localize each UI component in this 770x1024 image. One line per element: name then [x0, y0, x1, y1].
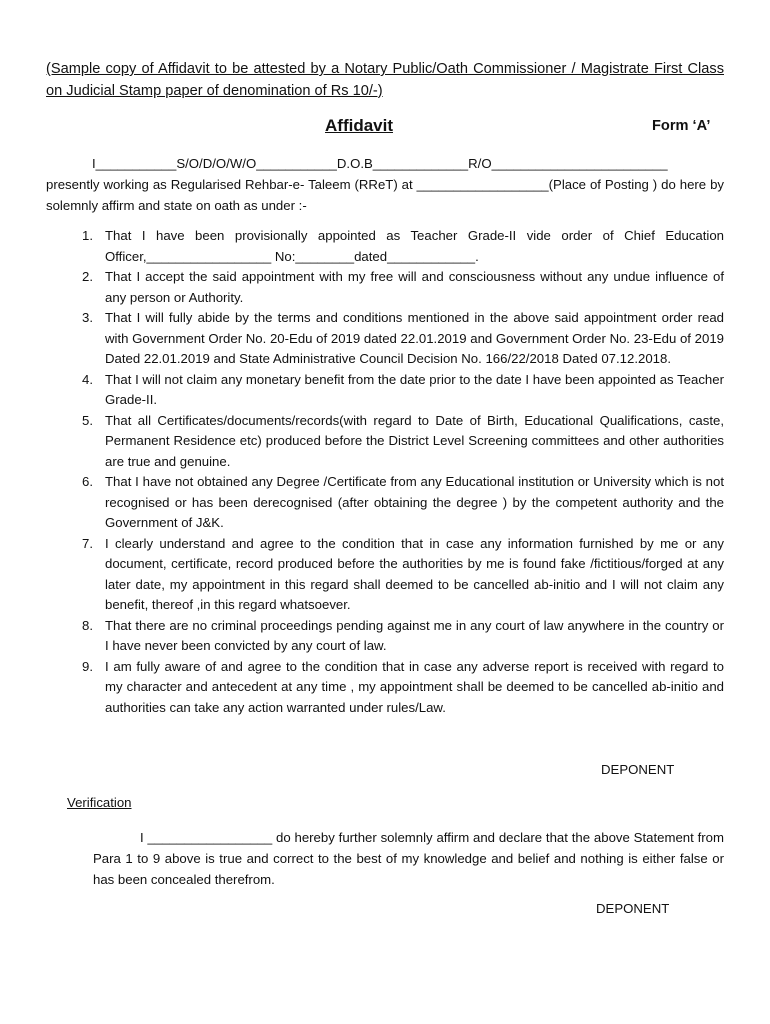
list-item: [46, 657, 724, 719]
point-text: That I accept the said appointment with my free will and consciousness without any undue influence of any person or Authority.: [105, 269, 724, 305]
point-number: 6.: [82, 474, 93, 489]
point-number: 7.: [82, 535, 93, 551]
affidavit-title: Affidavit: [325, 116, 393, 135]
point-text: That I have been provisionally appointed as Teacher Grade-II vide order of Chief Education Officer,_________________ No:________dated____________.: [105, 228, 724, 264]
point-text: That there are no criminal proceedings pending against me in any court of law anywhere in the country or I have never been convicted by any court of law.: [105, 617, 724, 653]
point-number: 1.: [82, 228, 93, 243]
point-number: 8.: [82, 617, 93, 633]
list-item: [46, 616, 724, 657]
list-item: [46, 411, 724, 473]
list-item: [46, 226, 724, 267]
point-text: That I have not obtained any Degree /Certificate from any Educational institution or University which is not recognised or has been derecognised (after obtaining the degree ) by the competent authority and the Government of J&K.: [105, 474, 724, 530]
list-item: [46, 534, 724, 616]
point-text: That I will fully abide by the terms and conditions mentioned in the above said appointment order read with Government Order No. 20-Edu of 2019 dated 22.01.2019 and Government Order No. 23-Edu of 2019 Dated 22.01.2019 and State Administrative Council Decision No. 166/22/2018 Dated 07.12.2018.: [105, 310, 724, 366]
verification-heading: Verification: [67, 795, 132, 810]
intro-line-1: [46, 153, 724, 174]
intro-paragraph: [46, 153, 724, 216]
intro-line-2: presently working as Regularised Rehbar-e- Taleem (RReT) at __________________(Place of Posting ) do here by solemnly affirm and state on oath as under :-: [46, 177, 724, 213]
verification-paragraph: [93, 827, 724, 890]
point-number: 4.: [82, 371, 93, 387]
affidavit-points-list: [46, 226, 724, 718]
form-label: Form ‘A’: [652, 118, 711, 134]
sample-copy-header: (Sample copy of Affidavit to be attested by a Notary Public/Oath Commissioner / Magistrate First Class on Judicial Stamp paper of denomination of Rs 10/-): [46, 61, 724, 99]
point-text: I am fully aware of and agree to the condition that in case any adverse report is received with regard to my character and antecedent at any time , my appointment shall be deemed to be cancelled ab-initio and authorities can take any action warranted under rules/Law.: [105, 658, 724, 715]
point-text: That all Certificates/documents/records(with regard to Date of Birth, Educational Qualifications, caste, Permanent Residence etc) produced before the District Level Screening committees and other authorities are true and genuine.: [105, 412, 724, 469]
point-text: I clearly understand and agree to the condition that in case any information furnished by me or any document, certificate, record produced before the authorities by me is found fake /fictitious/forged at any later date, my appointment in this regard shall deemed to be cancelled ab-initio and I will not claim any benefit, thereof ,in this regard whatsoever.: [105, 535, 724, 612]
deponent-signature-label: DEPONENT: [601, 762, 675, 777]
deponent-verification-label: DEPONENT: [596, 901, 670, 916]
intro-line-1-text: I___________S/O/D/O/W/O___________D.O.B_____________R/O________________________: [92, 156, 668, 171]
list-item: [46, 308, 724, 370]
point-number: 5.: [82, 412, 93, 428]
point-number: 3.: [82, 310, 93, 325]
verification-text: I _________________ do hereby further solemnly affirm and declare that the above Statement from Para 1 to 9 above is true and correct to the best of my knowledge and belief and nothing is either false or has been concealed therefrom.: [93, 830, 724, 887]
list-item: [46, 267, 724, 308]
point-number: 9.: [82, 658, 93, 674]
point-number: 2.: [82, 269, 93, 284]
point-text: That I will not claim any monetary benefit from the date prior to the date I have been appointed as Teacher Grade-II.: [105, 371, 724, 407]
list-item: [46, 370, 724, 411]
list-item: [46, 472, 724, 534]
